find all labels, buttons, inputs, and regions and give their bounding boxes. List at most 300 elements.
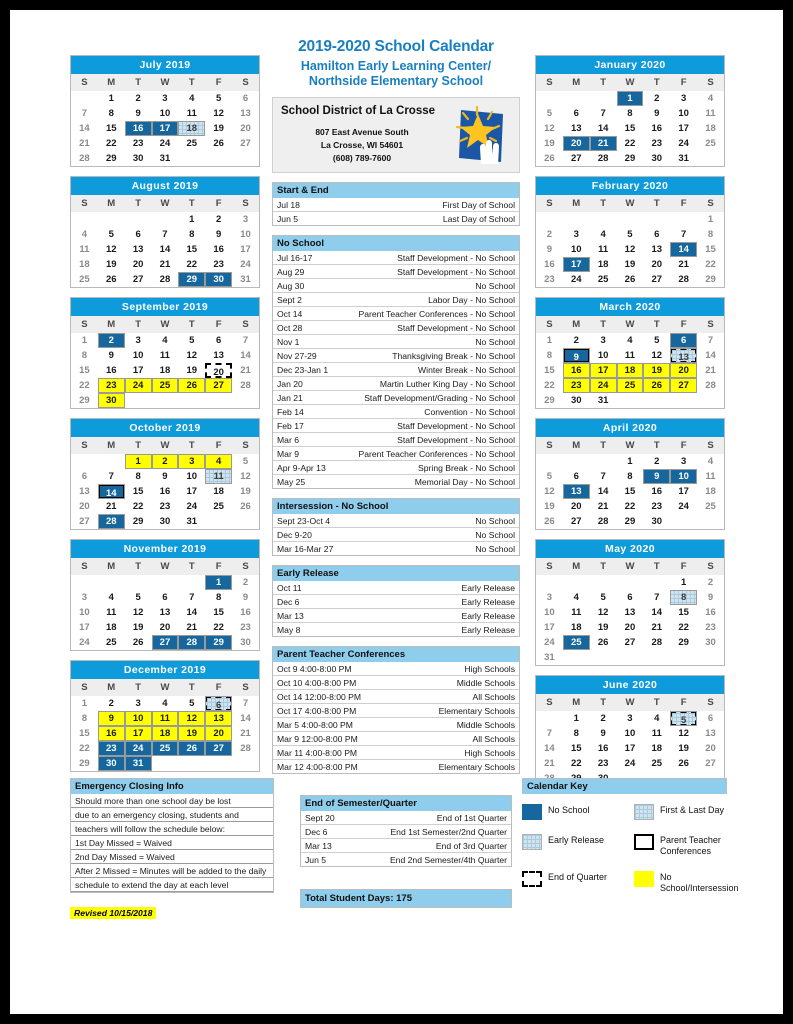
- day-cell[interactable]: [536, 378, 563, 393]
- day-cell[interactable]: [697, 272, 724, 287]
- day-cell[interactable]: [670, 726, 697, 741]
- day-cell[interactable]: [670, 106, 697, 121]
- day-cell[interactable]: [697, 348, 724, 363]
- day-cell[interactable]: [670, 711, 697, 726]
- day-cell[interactable]: [697, 741, 724, 756]
- day-cell[interactable]: [590, 711, 617, 726]
- day-cell[interactable]: [670, 756, 697, 771]
- day-cell[interactable]: [205, 741, 232, 756]
- day-cell[interactable]: [617, 257, 644, 272]
- day-cell[interactable]: [232, 106, 259, 121]
- day-cell[interactable]: [697, 136, 724, 151]
- day-cell[interactable]: [697, 363, 724, 378]
- day-cell[interactable]: [563, 726, 590, 741]
- day-cell[interactable]: [152, 106, 179, 121]
- day-cell[interactable]: [670, 333, 697, 348]
- day-cell[interactable]: [98, 227, 125, 242]
- day-cell[interactable]: [152, 333, 179, 348]
- day-cell[interactable]: [152, 227, 179, 242]
- day-cell[interactable]: [590, 741, 617, 756]
- day-cell[interactable]: [178, 136, 205, 151]
- day-cell[interactable]: [98, 514, 125, 529]
- day-cell[interactable]: [536, 499, 563, 514]
- day-cell[interactable]: [563, 393, 590, 408]
- day-cell[interactable]: [232, 499, 259, 514]
- day-cell[interactable]: [617, 726, 644, 741]
- day-cell[interactable]: [205, 333, 232, 348]
- day-cell[interactable]: [536, 635, 563, 650]
- day-cell[interactable]: [697, 227, 724, 242]
- day-cell[interactable]: [232, 469, 259, 484]
- day-cell[interactable]: [697, 711, 724, 726]
- day-cell[interactable]: [125, 514, 152, 529]
- day-cell[interactable]: [205, 212, 232, 227]
- day-cell[interactable]: [670, 741, 697, 756]
- day-cell[interactable]: [232, 257, 259, 272]
- day-cell[interactable]: [670, 575, 697, 590]
- day-cell[interactable]: [590, 242, 617, 257]
- day-cell[interactable]: [178, 590, 205, 605]
- day-cell[interactable]: [178, 514, 205, 529]
- day-cell[interactable]: [125, 469, 152, 484]
- day-cell[interactable]: [643, 741, 670, 756]
- day-cell[interactable]: [536, 605, 563, 620]
- day-cell[interactable]: [71, 469, 98, 484]
- day-cell[interactable]: [563, 348, 590, 363]
- day-cell[interactable]: [643, 635, 670, 650]
- day-cell[interactable]: [536, 741, 563, 756]
- day-cell[interactable]: [617, 91, 644, 106]
- day-cell[interactable]: [125, 696, 152, 711]
- day-cell[interactable]: [232, 363, 259, 378]
- day-cell[interactable]: [232, 590, 259, 605]
- day-cell[interactable]: [125, 121, 152, 136]
- day-cell[interactable]: [643, 726, 670, 741]
- day-cell[interactable]: [563, 136, 590, 151]
- day-cell[interactable]: [98, 393, 125, 408]
- day-cell[interactable]: [125, 590, 152, 605]
- day-cell[interactable]: [643, 136, 670, 151]
- day-cell[interactable]: [152, 272, 179, 287]
- day-cell[interactable]: [617, 605, 644, 620]
- day-cell[interactable]: [617, 333, 644, 348]
- day-cell[interactable]: [125, 257, 152, 272]
- day-cell[interactable]: [178, 741, 205, 756]
- day-cell[interactable]: [125, 484, 152, 499]
- day-cell[interactable]: [205, 378, 232, 393]
- day-cell[interactable]: [205, 121, 232, 136]
- day-cell[interactable]: [670, 363, 697, 378]
- day-cell[interactable]: [617, 151, 644, 166]
- day-cell[interactable]: [152, 121, 179, 136]
- day-cell[interactable]: [590, 469, 617, 484]
- day-cell[interactable]: [232, 484, 259, 499]
- day-cell[interactable]: [697, 257, 724, 272]
- day-cell[interactable]: [98, 499, 125, 514]
- day-cell[interactable]: [563, 106, 590, 121]
- day-cell[interactable]: [536, 484, 563, 499]
- day-cell[interactable]: [71, 121, 98, 136]
- day-cell[interactable]: [232, 333, 259, 348]
- day-cell[interactable]: [71, 711, 98, 726]
- day-cell[interactable]: [98, 121, 125, 136]
- day-cell[interactable]: [71, 605, 98, 620]
- day-cell[interactable]: [670, 605, 697, 620]
- day-cell[interactable]: [617, 484, 644, 499]
- day-cell[interactable]: [617, 635, 644, 650]
- day-cell[interactable]: [178, 484, 205, 499]
- day-cell[interactable]: [563, 333, 590, 348]
- day-cell[interactable]: [178, 635, 205, 650]
- day-cell[interactable]: [590, 378, 617, 393]
- day-cell[interactable]: [125, 454, 152, 469]
- day-cell[interactable]: [205, 227, 232, 242]
- day-cell[interactable]: [617, 741, 644, 756]
- day-cell[interactable]: [152, 242, 179, 257]
- day-cell[interactable]: [670, 227, 697, 242]
- day-cell[interactable]: [98, 242, 125, 257]
- day-cell[interactable]: [697, 378, 724, 393]
- day-cell[interactable]: [697, 635, 724, 650]
- day-cell[interactable]: [536, 227, 563, 242]
- day-cell[interactable]: [697, 499, 724, 514]
- day-cell[interactable]: [71, 136, 98, 151]
- day-cell[interactable]: [232, 454, 259, 469]
- day-cell[interactable]: [670, 272, 697, 287]
- day-cell[interactable]: [563, 272, 590, 287]
- day-cell[interactable]: [98, 348, 125, 363]
- day-cell[interactable]: [205, 484, 232, 499]
- day-cell[interactable]: [232, 575, 259, 590]
- day-cell[interactable]: [697, 212, 724, 227]
- day-cell[interactable]: [152, 454, 179, 469]
- day-cell[interactable]: [617, 469, 644, 484]
- day-cell[interactable]: [590, 121, 617, 136]
- day-cell[interactable]: [125, 227, 152, 242]
- day-cell[interactable]: [232, 242, 259, 257]
- day-cell[interactable]: [643, 151, 670, 166]
- day-cell[interactable]: [232, 272, 259, 287]
- day-cell[interactable]: [232, 620, 259, 635]
- day-cell[interactable]: [697, 756, 724, 771]
- day-cell[interactable]: [536, 590, 563, 605]
- day-cell[interactable]: [697, 726, 724, 741]
- day-cell[interactable]: [98, 484, 125, 499]
- day-cell[interactable]: [643, 257, 670, 272]
- day-cell[interactable]: [98, 106, 125, 121]
- day-cell[interactable]: [152, 696, 179, 711]
- day-cell[interactable]: [98, 363, 125, 378]
- day-cell[interactable]: [670, 348, 697, 363]
- day-cell[interactable]: [590, 726, 617, 741]
- day-cell[interactable]: [670, 635, 697, 650]
- day-cell[interactable]: [617, 363, 644, 378]
- day-cell[interactable]: [590, 257, 617, 272]
- day-cell[interactable]: [152, 499, 179, 514]
- day-cell[interactable]: [590, 393, 617, 408]
- day-cell[interactable]: [697, 106, 724, 121]
- day-cell[interactable]: [205, 605, 232, 620]
- day-cell[interactable]: [152, 151, 179, 166]
- day-cell[interactable]: [125, 378, 152, 393]
- day-cell[interactable]: [205, 726, 232, 741]
- day-cell[interactable]: [178, 499, 205, 514]
- day-cell[interactable]: [178, 696, 205, 711]
- day-cell[interactable]: [205, 711, 232, 726]
- day-cell[interactable]: [590, 620, 617, 635]
- day-cell[interactable]: [178, 348, 205, 363]
- day-cell[interactable]: [205, 590, 232, 605]
- day-cell[interactable]: [125, 333, 152, 348]
- day-cell[interactable]: [617, 756, 644, 771]
- day-cell[interactable]: [205, 136, 232, 151]
- day-cell[interactable]: [590, 272, 617, 287]
- day-cell[interactable]: [670, 257, 697, 272]
- day-cell[interactable]: [617, 227, 644, 242]
- day-cell[interactable]: [590, 514, 617, 529]
- day-cell[interactable]: [590, 348, 617, 363]
- day-cell[interactable]: [617, 106, 644, 121]
- day-cell[interactable]: [205, 575, 232, 590]
- day-cell[interactable]: [71, 696, 98, 711]
- day-cell[interactable]: [617, 348, 644, 363]
- day-cell[interactable]: [205, 91, 232, 106]
- day-cell[interactable]: [178, 454, 205, 469]
- day-cell[interactable]: [590, 635, 617, 650]
- day-cell[interactable]: [643, 711, 670, 726]
- day-cell[interactable]: [643, 484, 670, 499]
- day-cell[interactable]: [98, 469, 125, 484]
- day-cell[interactable]: [125, 741, 152, 756]
- day-cell[interactable]: [178, 242, 205, 257]
- day-cell[interactable]: [563, 257, 590, 272]
- day-cell[interactable]: [125, 136, 152, 151]
- day-cell[interactable]: [563, 514, 590, 529]
- day-cell[interactable]: [205, 469, 232, 484]
- day-cell[interactable]: [98, 620, 125, 635]
- day-cell[interactable]: [205, 106, 232, 121]
- day-cell[interactable]: [178, 726, 205, 741]
- day-cell[interactable]: [152, 514, 179, 529]
- day-cell[interactable]: [125, 106, 152, 121]
- day-cell[interactable]: [643, 469, 670, 484]
- day-cell[interactable]: [563, 242, 590, 257]
- day-cell[interactable]: [71, 484, 98, 499]
- day-cell[interactable]: [617, 590, 644, 605]
- day-cell[interactable]: [536, 469, 563, 484]
- day-cell[interactable]: [125, 348, 152, 363]
- day-cell[interactable]: [232, 378, 259, 393]
- day-cell[interactable]: [590, 590, 617, 605]
- day-cell[interactable]: [232, 741, 259, 756]
- day-cell[interactable]: [670, 121, 697, 136]
- day-cell[interactable]: [125, 272, 152, 287]
- day-cell[interactable]: [643, 121, 670, 136]
- day-cell[interactable]: [643, 91, 670, 106]
- day-cell[interactable]: [643, 227, 670, 242]
- day-cell[interactable]: [152, 91, 179, 106]
- day-cell[interactable]: [98, 136, 125, 151]
- day-cell[interactable]: [125, 151, 152, 166]
- day-cell[interactable]: [536, 514, 563, 529]
- day-cell[interactable]: [98, 378, 125, 393]
- day-cell[interactable]: [643, 756, 670, 771]
- day-cell[interactable]: [536, 620, 563, 635]
- day-cell[interactable]: [536, 272, 563, 287]
- day-cell[interactable]: [697, 242, 724, 257]
- day-cell[interactable]: [697, 333, 724, 348]
- day-cell[interactable]: [98, 696, 125, 711]
- day-cell[interactable]: [205, 499, 232, 514]
- day-cell[interactable]: [71, 635, 98, 650]
- day-cell[interactable]: [152, 726, 179, 741]
- day-cell[interactable]: [590, 756, 617, 771]
- day-cell[interactable]: [536, 363, 563, 378]
- day-cell[interactable]: [125, 242, 152, 257]
- day-cell[interactable]: [71, 378, 98, 393]
- day-cell[interactable]: [232, 136, 259, 151]
- day-cell[interactable]: [152, 711, 179, 726]
- day-cell[interactable]: [71, 257, 98, 272]
- day-cell[interactable]: [536, 756, 563, 771]
- day-cell[interactable]: [590, 499, 617, 514]
- day-cell[interactable]: [670, 91, 697, 106]
- day-cell[interactable]: [98, 151, 125, 166]
- day-cell[interactable]: [617, 136, 644, 151]
- day-cell[interactable]: [178, 212, 205, 227]
- day-cell[interactable]: [670, 590, 697, 605]
- day-cell[interactable]: [563, 635, 590, 650]
- day-cell[interactable]: [643, 242, 670, 257]
- day-cell[interactable]: [563, 363, 590, 378]
- day-cell[interactable]: [697, 91, 724, 106]
- day-cell[interactable]: [98, 333, 125, 348]
- day-cell[interactable]: [590, 151, 617, 166]
- day-cell[interactable]: [232, 121, 259, 136]
- day-cell[interactable]: [670, 151, 697, 166]
- day-cell[interactable]: [590, 605, 617, 620]
- day-cell[interactable]: [205, 348, 232, 363]
- day-cell[interactable]: [536, 151, 563, 166]
- day-cell[interactable]: [697, 620, 724, 635]
- day-cell[interactable]: [205, 635, 232, 650]
- day-cell[interactable]: [563, 121, 590, 136]
- day-cell[interactable]: [563, 711, 590, 726]
- day-cell[interactable]: [536, 726, 563, 741]
- day-cell[interactable]: [71, 242, 98, 257]
- day-cell[interactable]: [125, 711, 152, 726]
- day-cell[interactable]: [643, 620, 670, 635]
- day-cell[interactable]: [71, 620, 98, 635]
- day-cell[interactable]: [536, 393, 563, 408]
- day-cell[interactable]: [205, 242, 232, 257]
- day-cell[interactable]: [178, 257, 205, 272]
- day-cell[interactable]: [536, 242, 563, 257]
- day-cell[interactable]: [178, 363, 205, 378]
- day-cell[interactable]: [670, 484, 697, 499]
- day-cell[interactable]: [232, 227, 259, 242]
- day-cell[interactable]: [71, 227, 98, 242]
- day-cell[interactable]: [152, 378, 179, 393]
- day-cell[interactable]: [536, 106, 563, 121]
- day-cell[interactable]: [617, 454, 644, 469]
- day-cell[interactable]: [590, 484, 617, 499]
- day-cell[interactable]: [232, 726, 259, 741]
- day-cell[interactable]: [205, 272, 232, 287]
- day-cell[interactable]: [71, 741, 98, 756]
- day-cell[interactable]: [697, 590, 724, 605]
- day-cell[interactable]: [563, 741, 590, 756]
- day-cell[interactable]: [643, 605, 670, 620]
- day-cell[interactable]: [232, 91, 259, 106]
- day-cell[interactable]: [617, 620, 644, 635]
- day-cell[interactable]: [697, 605, 724, 620]
- day-cell[interactable]: [178, 121, 205, 136]
- day-cell[interactable]: [178, 378, 205, 393]
- day-cell[interactable]: [125, 91, 152, 106]
- day-cell[interactable]: [71, 756, 98, 771]
- day-cell[interactable]: [152, 620, 179, 635]
- day-cell[interactable]: [71, 151, 98, 166]
- day-cell[interactable]: [563, 378, 590, 393]
- day-cell[interactable]: [71, 393, 98, 408]
- day-cell[interactable]: [563, 756, 590, 771]
- day-cell[interactable]: [563, 227, 590, 242]
- day-cell[interactable]: [178, 106, 205, 121]
- day-cell[interactable]: [98, 756, 125, 771]
- day-cell[interactable]: [232, 696, 259, 711]
- day-cell[interactable]: [71, 499, 98, 514]
- day-cell[interactable]: [71, 590, 98, 605]
- day-cell[interactable]: [563, 499, 590, 514]
- day-cell[interactable]: [590, 363, 617, 378]
- day-cell[interactable]: [563, 605, 590, 620]
- day-cell[interactable]: [617, 121, 644, 136]
- day-cell[interactable]: [563, 620, 590, 635]
- day-cell[interactable]: [643, 272, 670, 287]
- day-cell[interactable]: [71, 106, 98, 121]
- day-cell[interactable]: [178, 469, 205, 484]
- day-cell[interactable]: [71, 514, 98, 529]
- day-cell[interactable]: [232, 348, 259, 363]
- day-cell[interactable]: [98, 91, 125, 106]
- day-cell[interactable]: [697, 454, 724, 469]
- day-cell[interactable]: [670, 242, 697, 257]
- day-cell[interactable]: [536, 257, 563, 272]
- day-cell[interactable]: [643, 590, 670, 605]
- day-cell[interactable]: [205, 454, 232, 469]
- day-cell[interactable]: [670, 620, 697, 635]
- day-cell[interactable]: [98, 635, 125, 650]
- day-cell[interactable]: [563, 151, 590, 166]
- day-cell[interactable]: [643, 363, 670, 378]
- day-cell[interactable]: [178, 227, 205, 242]
- day-cell[interactable]: [643, 454, 670, 469]
- day-cell[interactable]: [125, 726, 152, 741]
- day-cell[interactable]: [71, 726, 98, 741]
- day-cell[interactable]: [536, 333, 563, 348]
- day-cell[interactable]: [152, 348, 179, 363]
- day-cell[interactable]: [536, 136, 563, 151]
- day-cell[interactable]: [643, 499, 670, 514]
- day-cell[interactable]: [125, 756, 152, 771]
- day-cell[interactable]: [643, 106, 670, 121]
- day-cell[interactable]: [205, 363, 232, 378]
- day-cell[interactable]: [125, 363, 152, 378]
- day-cell[interactable]: [71, 363, 98, 378]
- day-cell[interactable]: [98, 272, 125, 287]
- day-cell[interactable]: [643, 514, 670, 529]
